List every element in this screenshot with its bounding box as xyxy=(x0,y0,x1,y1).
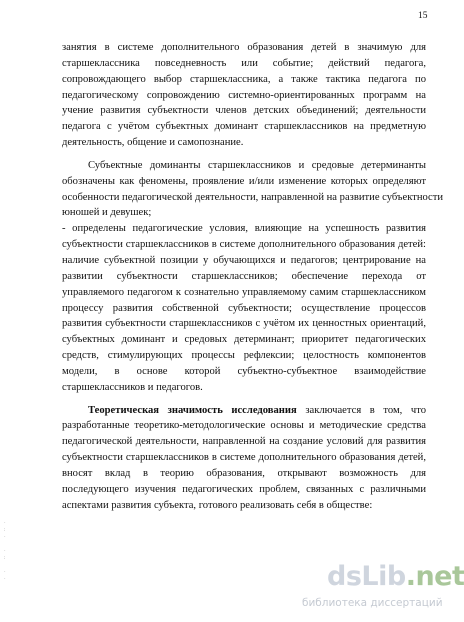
text-line: педагогическому сопровождению системно-ориентированных программ на xyxy=(62,89,426,101)
text-line: вносят вклад в теорию образования, открывают возможность для xyxy=(62,467,426,479)
text-line: сопровождающего выбор старшеклассника, а также тактика педагога по xyxy=(62,73,426,85)
text-fragment: заключается в том, что xyxy=(296,404,426,416)
text-line xyxy=(62,403,426,419)
text-line: развитии субъектности старшеклассников; обеспечение перехода от xyxy=(62,270,426,282)
bold-lead: Теоретическая значимость исследования xyxy=(88,404,297,416)
text-line: - определены педагогические условия, влияющие на успешность развития xyxy=(62,223,426,235)
text-line: аспектами развития субъекта, готового реализовать себя в обществе: xyxy=(62,499,373,511)
text-line: развития субъектности старшеклассников с учётом их ценностных ориентаций, xyxy=(62,318,426,330)
text-line: процессу развития собственной субъектности; осуществление процессов xyxy=(62,302,426,314)
document-body xyxy=(62,40,444,513)
paragraph xyxy=(62,403,426,514)
text-line: особенности педагогической деятельности, направленной на развитие субъектности xyxy=(62,191,444,203)
paragraph xyxy=(62,221,426,395)
page-number: 15 xyxy=(418,11,428,21)
scan-margin-marks: · : · · : · · xyxy=(4,521,6,582)
text-line: педагогической деятельности, направленной на создание условий для развития xyxy=(62,436,426,448)
text-line: деятельность, общение и самопознание. xyxy=(62,137,244,149)
text-line: разработанные теоретико-методологические основы и методические средства xyxy=(62,420,426,432)
paragraph xyxy=(62,40,426,151)
text-line: модели, в основе которой субъектно-субъектное взаимодействие xyxy=(62,365,426,377)
text-line: последующего изучения педагогических проблем, связанных с различными xyxy=(62,483,426,495)
text-line: старшеклассников и педагогов. xyxy=(62,381,203,393)
text-line: занятия в системе дополнительного образования детей в значимую для xyxy=(62,42,426,53)
text-line: педагога с учётом субъектных доминант старшеклассников на предметную xyxy=(62,121,426,133)
text-line: Субъектные доминанты старшеклассников и средовые детерминанты xyxy=(88,159,426,171)
text-line: субъектных доминант и средовых детерминант; приоритет педагогических xyxy=(62,334,426,346)
text-line: субъектности старшеклассников в системе дополнительного образования детей, xyxy=(62,452,426,464)
text-line: наличие субъектной позиции у обучающихся и педагогов; центрирование на xyxy=(62,254,426,266)
text-line: субъектности старшеклассников в системе дополнительного образования детей: xyxy=(62,239,426,251)
text-line: учение развития субъектности членов детских объединений; деятельности xyxy=(62,105,426,117)
text-line: управляемого педагогом к сознательно управляемому самим старшеклассником xyxy=(62,286,426,298)
text-line: средств, стимулирующих процессы рефлексии; целостность компонентов xyxy=(62,350,426,362)
watermark xyxy=(300,560,464,622)
paragraph xyxy=(62,158,444,221)
watermark-subtitle: библиотека диссертаций xyxy=(302,597,443,609)
watermark-logo: dsLib.net xyxy=(327,561,464,592)
text-line: юношей и девушек; xyxy=(62,207,152,219)
text-line: старшеклассника повседневность или событие; действий педагога, xyxy=(62,57,426,69)
text-line: обозначены как феномены, проявление и/или изменение которых определяют xyxy=(62,175,426,187)
